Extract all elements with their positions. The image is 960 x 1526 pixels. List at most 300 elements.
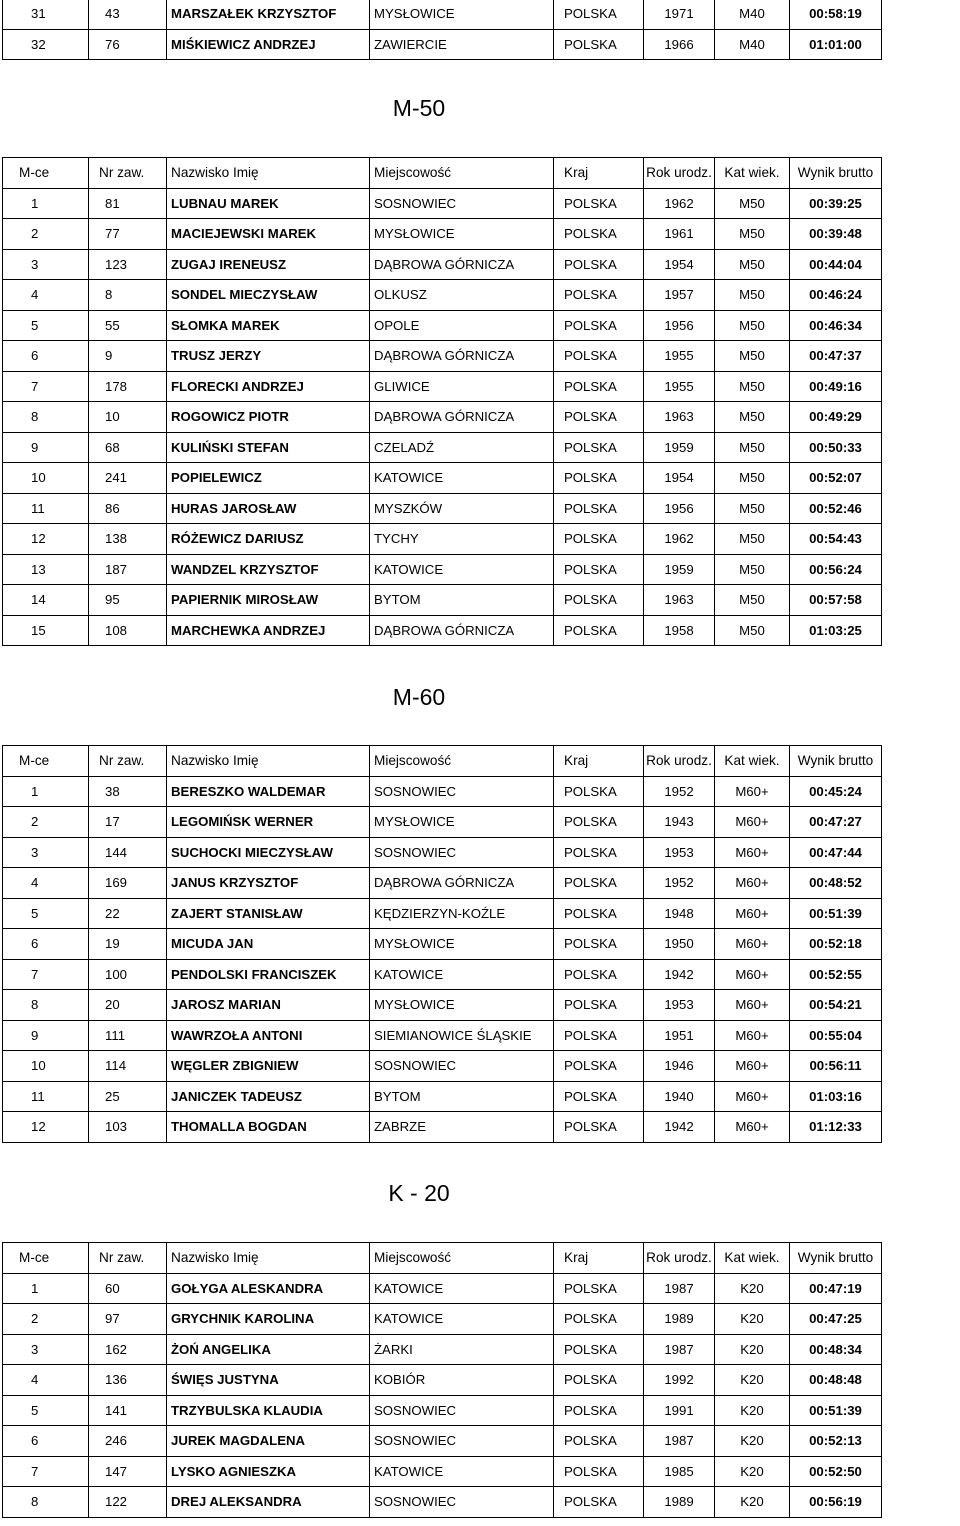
cell-country: POLSKA: [554, 585, 644, 616]
table-row: [3, 463, 882, 494]
table-row: [3, 776, 882, 807]
cell-place: 9: [3, 432, 89, 463]
cell-country: POLSKA: [554, 990, 644, 1021]
cell-athlete-name: HURAS JAROSŁAW: [167, 493, 370, 524]
header-gross-result: Wynik brutto: [790, 158, 882, 189]
cell-gross-result: 00:55:04: [790, 1020, 882, 1051]
cell-gross-result: 01:12:33: [790, 1112, 882, 1143]
cell-city: BYTOM: [370, 585, 554, 616]
cell-place: 13: [3, 554, 89, 585]
table-row: [3, 1456, 882, 1487]
cell-bib-number: 141: [89, 1395, 167, 1426]
cell-birth-year: 1963: [644, 585, 715, 616]
cell-country: POLSKA: [554, 1365, 644, 1396]
cell-place: 12: [3, 1112, 89, 1143]
cell-birth-year: 1987: [644, 1426, 715, 1457]
cell-place: 32: [3, 29, 89, 60]
cell-birth-year: 1954: [644, 463, 715, 494]
cell-place: 4: [3, 1365, 89, 1396]
cell-bib-number: 22: [89, 898, 167, 929]
cell-birth-year: 1948: [644, 898, 715, 929]
cell-place: 4: [3, 280, 89, 311]
cell-city: KATOWICE: [370, 1273, 554, 1304]
cell-gross-result: 00:52:50: [790, 1456, 882, 1487]
m50-category-title: M-50: [392, 95, 446, 121]
cell-birth-year: 1961: [644, 219, 715, 250]
table-row: [3, 1395, 882, 1426]
cell-age-category: M60+: [715, 776, 790, 807]
table-row: [3, 1365, 882, 1396]
cell-place: 4: [3, 868, 89, 899]
cell-place: 11: [3, 493, 89, 524]
cell-age-category: M50: [715, 310, 790, 341]
cell-athlete-name: MARCHEWKA ANDRZEJ: [167, 615, 370, 646]
cell-city: SOSNOWIEC: [370, 837, 554, 868]
cell-country: POLSKA: [554, 898, 644, 929]
cell-country: POLSKA: [554, 402, 644, 433]
cell-bib-number: 138: [89, 524, 167, 555]
m60-category-title: M-60: [392, 684, 446, 710]
cell-country: POLSKA: [554, 1112, 644, 1143]
cell-birth-year: 1971: [644, 0, 715, 29]
cell-athlete-name: JUREK MAGDALENA: [167, 1426, 370, 1457]
cell-country: POLSKA: [554, 1395, 644, 1426]
cell-city: GLIWICE: [370, 371, 554, 402]
header-gross-result: Wynik brutto: [790, 1243, 882, 1274]
cell-gross-result: 00:45:24: [790, 776, 882, 807]
header-country: Kraj: [554, 158, 644, 189]
cell-country: POLSKA: [554, 219, 644, 250]
cell-gross-result: 00:47:25: [790, 1304, 882, 1335]
cell-birth-year: 1940: [644, 1081, 715, 1112]
cell-bib-number: 108: [89, 615, 167, 646]
table-row: [3, 1426, 882, 1457]
table-row: [3, 837, 882, 868]
cell-gross-result: 00:51:39: [790, 1395, 882, 1426]
cell-age-category: K20: [715, 1365, 790, 1396]
cell-city: KOBIÓR: [370, 1365, 554, 1396]
cell-city: OPOLE: [370, 310, 554, 341]
table-row: [3, 1334, 882, 1365]
cell-city: KATOWICE: [370, 1304, 554, 1335]
cell-birth-year: 1952: [644, 776, 715, 807]
cell-birth-year: 1950: [644, 929, 715, 960]
cell-city: SOSNOWIEC: [370, 1395, 554, 1426]
cell-athlete-name: LYSKO AGNIESZKA: [167, 1456, 370, 1487]
cell-city: MYSŁOWICE: [370, 219, 554, 250]
cell-age-category: M50: [715, 219, 790, 250]
cell-athlete-name: JANICZEK TADEUSZ: [167, 1081, 370, 1112]
cell-city: MYSŁOWICE: [370, 990, 554, 1021]
cell-country: POLSKA: [554, 959, 644, 990]
cell-age-category: K20: [715, 1334, 790, 1365]
header-bib-number: Nr zaw.: [89, 746, 167, 777]
cell-bib-number: 123: [89, 249, 167, 280]
cell-birth-year: 1946: [644, 1051, 715, 1082]
cell-athlete-name: MICUDA JAN: [167, 929, 370, 960]
cell-bib-number: 43: [89, 0, 167, 29]
cell-place: 1: [3, 1273, 89, 1304]
cell-birth-year: 1957: [644, 280, 715, 311]
cell-bib-number: 103: [89, 1112, 167, 1143]
cell-birth-year: 1966: [644, 29, 715, 60]
cell-athlete-name: SONDEL MIECZYSŁAW: [167, 280, 370, 311]
cell-athlete-name: WANDZEL KRZYSZTOF: [167, 554, 370, 585]
cell-bib-number: 111: [89, 1020, 167, 1051]
cell-athlete-name: GRYCHNIK KAROLINA: [167, 1304, 370, 1335]
cell-gross-result: 00:48:34: [790, 1334, 882, 1365]
cell-country: POLSKA: [554, 868, 644, 899]
cell-gross-result: 00:39:48: [790, 219, 882, 250]
cell-age-category: M40: [715, 29, 790, 60]
cell-place: 1: [3, 188, 89, 219]
cell-age-category: M60+: [715, 868, 790, 899]
cell-country: POLSKA: [554, 310, 644, 341]
table-row: [3, 868, 882, 899]
cell-place: 5: [3, 1395, 89, 1426]
cell-gross-result: 01:03:25: [790, 615, 882, 646]
cell-bib-number: 55: [89, 310, 167, 341]
cell-country: POLSKA: [554, 0, 644, 29]
cell-athlete-name: JANUS KRZYSZTOF: [167, 868, 370, 899]
cell-city: DĄBROWA GÓRNICZA: [370, 341, 554, 372]
cell-place: 8: [3, 990, 89, 1021]
cell-age-category: M60+: [715, 1020, 790, 1051]
cell-gross-result: 00:51:39: [790, 898, 882, 929]
cell-place: 15: [3, 615, 89, 646]
table-row: [3, 280, 882, 311]
cell-athlete-name: JAROSZ MARIAN: [167, 990, 370, 1021]
cell-birth-year: 1959: [644, 554, 715, 585]
header-city: Miejscowość: [370, 158, 554, 189]
k20-results-table: [2, 1242, 882, 1518]
cell-athlete-name: ROGOWICZ PIOTR: [167, 402, 370, 433]
cell-city: DĄBROWA GÓRNICZA: [370, 615, 554, 646]
cell-gross-result: 00:54:43: [790, 524, 882, 555]
cell-city: DĄBROWA GÓRNICZA: [370, 402, 554, 433]
cell-athlete-name: FLORECKI ANDRZEJ: [167, 371, 370, 402]
cell-place: 11: [3, 1081, 89, 1112]
cell-age-category: M60+: [715, 837, 790, 868]
cell-country: POLSKA: [554, 1020, 644, 1051]
header-country: Kraj: [554, 746, 644, 777]
cell-age-category: K20: [715, 1456, 790, 1487]
header-place: M-ce: [3, 1243, 89, 1274]
cell-place: 3: [3, 249, 89, 280]
cell-bib-number: 178: [89, 371, 167, 402]
cell-birth-year: 1954: [644, 249, 715, 280]
cell-age-category: M50: [715, 524, 790, 555]
cell-birth-year: 1962: [644, 524, 715, 555]
table-row: [3, 585, 882, 616]
table-row: [3, 554, 882, 585]
cell-athlete-name: ŻOŃ ANGELIKA: [167, 1334, 370, 1365]
cell-place: 7: [3, 1456, 89, 1487]
cell-athlete-name: BERESZKO WALDEMAR: [167, 776, 370, 807]
cell-place: 2: [3, 807, 89, 838]
header-age-category: Kat wiek.: [715, 158, 790, 189]
cell-country: POLSKA: [554, 554, 644, 585]
cell-city: KATOWICE: [370, 463, 554, 494]
cell-athlete-name: PAPIERNIK MIROSŁAW: [167, 585, 370, 616]
cell-country: POLSKA: [554, 929, 644, 960]
cell-city: SOSNOWIEC: [370, 776, 554, 807]
cell-athlete-name: RÓŻEWICZ DARIUSZ: [167, 524, 370, 555]
cell-age-category: M50: [715, 463, 790, 494]
cell-bib-number: 114: [89, 1051, 167, 1082]
cell-country: POLSKA: [554, 837, 644, 868]
cell-athlete-name: ZAJERT STANISŁAW: [167, 898, 370, 929]
cell-age-category: K20: [715, 1304, 790, 1335]
cell-athlete-name: KULIŃSKI STEFAN: [167, 432, 370, 463]
cell-bib-number: 8: [89, 280, 167, 311]
table-row: [3, 1112, 882, 1143]
cell-bib-number: 86: [89, 493, 167, 524]
cell-birth-year: 1956: [644, 310, 715, 341]
cell-age-category: K20: [715, 1426, 790, 1457]
header-gross-result: Wynik brutto: [790, 746, 882, 777]
cell-country: POLSKA: [554, 1426, 644, 1457]
cell-athlete-name: LEGOMIŃSK WERNER: [167, 807, 370, 838]
cell-athlete-name: GOŁYGA ALESKANDRA: [167, 1273, 370, 1304]
cell-age-category: M50: [715, 554, 790, 585]
cell-age-category: M60+: [715, 1081, 790, 1112]
header-bib-number: Nr zaw.: [89, 158, 167, 189]
header-birth-year: Rok urodz.: [644, 746, 715, 777]
cell-place: 6: [3, 1426, 89, 1457]
table-row: [3, 371, 882, 402]
cell-place: 2: [3, 1304, 89, 1335]
cell-gross-result: 00:56:19: [790, 1487, 882, 1518]
cell-gross-result: 00:48:52: [790, 868, 882, 899]
table-row: [3, 29, 882, 60]
cell-gross-result: 00:47:37: [790, 341, 882, 372]
cell-bib-number: 95: [89, 585, 167, 616]
cell-city: DĄBROWA GÓRNICZA: [370, 868, 554, 899]
cell-country: POLSKA: [554, 493, 644, 524]
cell-country: POLSKA: [554, 341, 644, 372]
cell-country: POLSKA: [554, 29, 644, 60]
header-athlete-name: Nazwisko Imię: [167, 158, 370, 189]
table-row: [3, 1304, 882, 1335]
cell-birth-year: 1943: [644, 807, 715, 838]
table-row: [3, 1081, 882, 1112]
cell-place: 7: [3, 959, 89, 990]
cell-country: POLSKA: [554, 524, 644, 555]
cell-gross-result: 00:52:55: [790, 959, 882, 990]
cell-bib-number: 169: [89, 868, 167, 899]
table-header-row: [3, 746, 882, 777]
table-row: [3, 188, 882, 219]
cell-bib-number: 144: [89, 837, 167, 868]
cell-city: SOSNOWIEC: [370, 1051, 554, 1082]
cell-athlete-name: WAWRZOŁA ANTONI: [167, 1020, 370, 1051]
cell-birth-year: 1962: [644, 188, 715, 219]
cell-bib-number: 136: [89, 1365, 167, 1396]
cell-place: 12: [3, 524, 89, 555]
header-city: Miejscowość: [370, 746, 554, 777]
cell-age-category: M50: [715, 585, 790, 616]
cell-age-category: M50: [715, 432, 790, 463]
header-age-category: Kat wiek.: [715, 746, 790, 777]
cell-bib-number: 241: [89, 463, 167, 494]
cell-country: POLSKA: [554, 807, 644, 838]
m60-results-table: [2, 745, 882, 1143]
cell-bib-number: 25: [89, 1081, 167, 1112]
cell-athlete-name: POPIELEWICZ: [167, 463, 370, 494]
cell-country: POLSKA: [554, 371, 644, 402]
cell-bib-number: 76: [89, 29, 167, 60]
cell-athlete-name: SUCHOCKI MIECZYSŁAW: [167, 837, 370, 868]
cell-gross-result: 00:52:18: [790, 929, 882, 960]
cell-age-category: K20: [715, 1487, 790, 1518]
cell-gross-result: 00:56:11: [790, 1051, 882, 1082]
cell-gross-result: 00:57:58: [790, 585, 882, 616]
cell-city: ŻARKI: [370, 1334, 554, 1365]
cell-gross-result: 00:47:27: [790, 807, 882, 838]
cell-place: 31: [3, 0, 89, 29]
cell-birth-year: 1951: [644, 1020, 715, 1051]
header-athlete-name: Nazwisko Imię: [167, 746, 370, 777]
cell-gross-result: 00:47:44: [790, 837, 882, 868]
cell-bib-number: 147: [89, 1456, 167, 1487]
cell-country: POLSKA: [554, 1051, 644, 1082]
cell-gross-result: 00:50:33: [790, 432, 882, 463]
cell-country: POLSKA: [554, 280, 644, 311]
cell-age-category: M60+: [715, 807, 790, 838]
cell-city: KATOWICE: [370, 554, 554, 585]
cell-gross-result: 00:56:24: [790, 554, 882, 585]
cell-athlete-name: MIŚKIEWICZ ANDRZEJ: [167, 29, 370, 60]
cell-city: ZAWIERCIE: [370, 29, 554, 60]
cell-place: 3: [3, 837, 89, 868]
cell-country: POLSKA: [554, 1334, 644, 1365]
cell-country: POLSKA: [554, 1456, 644, 1487]
cell-bib-number: 9: [89, 341, 167, 372]
cell-place: 6: [3, 929, 89, 960]
table-row: [3, 310, 882, 341]
cell-place: 10: [3, 463, 89, 494]
table-row: [3, 898, 882, 929]
table-row: [3, 1020, 882, 1051]
cell-age-category: M60+: [715, 990, 790, 1021]
cell-athlete-name: DREJ ALEKSANDRA: [167, 1487, 370, 1518]
cell-age-category: M60+: [715, 1051, 790, 1082]
table-header-row: [3, 1243, 882, 1274]
cell-bib-number: 60: [89, 1273, 167, 1304]
cell-bib-number: 19: [89, 929, 167, 960]
cell-gross-result: 00:54:21: [790, 990, 882, 1021]
cell-gross-result: 00:47:19: [790, 1273, 882, 1304]
cell-gross-result: 00:39:25: [790, 188, 882, 219]
cell-athlete-name: MARSZAŁEK KRZYSZTOF: [167, 0, 370, 29]
cell-athlete-name: THOMALLA BOGDAN: [167, 1112, 370, 1143]
cell-gross-result: 00:52:13: [790, 1426, 882, 1457]
cell-birth-year: 1956: [644, 493, 715, 524]
header-place: M-ce: [3, 158, 89, 189]
cell-bib-number: 20: [89, 990, 167, 1021]
cell-birth-year: 1991: [644, 1395, 715, 1426]
table-row: [3, 990, 882, 1021]
cell-place: 2: [3, 219, 89, 250]
cell-age-category: M50: [715, 615, 790, 646]
cell-athlete-name: ŚWIĘS JUSTYNA: [167, 1365, 370, 1396]
cell-city: SOSNOWIEC: [370, 1426, 554, 1457]
cell-athlete-name: WĘGLER ZBIGNIEW: [167, 1051, 370, 1082]
cell-age-category: M60+: [715, 959, 790, 990]
cell-bib-number: 246: [89, 1426, 167, 1457]
cell-age-category: M60+: [715, 898, 790, 929]
cell-birth-year: 1952: [644, 868, 715, 899]
cell-athlete-name: PENDOLSKI FRANCISZEK: [167, 959, 370, 990]
cell-athlete-name: TRUSZ JERZY: [167, 341, 370, 372]
table-row: [3, 524, 882, 555]
cell-athlete-name: TRZYBULSKA KLAUDIA: [167, 1395, 370, 1426]
cell-bib-number: 81: [89, 188, 167, 219]
cell-gross-result: 00:49:29: [790, 402, 882, 433]
table-row: [3, 432, 882, 463]
cell-place: 6: [3, 341, 89, 372]
cell-country: POLSKA: [554, 1304, 644, 1335]
cell-birth-year: 1953: [644, 837, 715, 868]
cell-gross-result: 00:46:34: [790, 310, 882, 341]
cell-place: 14: [3, 585, 89, 616]
table-row: [3, 219, 882, 250]
cell-birth-year: 1963: [644, 402, 715, 433]
header-birth-year: Rok urodz.: [644, 1243, 715, 1274]
cell-city: ZABRZE: [370, 1112, 554, 1143]
cell-gross-result: 00:46:24: [790, 280, 882, 311]
cell-city: SOSNOWIEC: [370, 188, 554, 219]
table-row: [3, 959, 882, 990]
cell-age-category: M50: [715, 402, 790, 433]
cell-age-category: M50: [715, 341, 790, 372]
cell-birth-year: 1987: [644, 1334, 715, 1365]
cell-age-category: M50: [715, 249, 790, 280]
cell-country: POLSKA: [554, 249, 644, 280]
table-row: [3, 615, 882, 646]
cell-city: CZELADŹ: [370, 432, 554, 463]
cell-gross-result: 00:48:48: [790, 1365, 882, 1396]
cell-country: POLSKA: [554, 615, 644, 646]
cell-city: KATOWICE: [370, 1456, 554, 1487]
cell-bib-number: 162: [89, 1334, 167, 1365]
cell-city: SOSNOWIEC: [370, 1487, 554, 1518]
cell-bib-number: 97: [89, 1304, 167, 1335]
cell-birth-year: 1955: [644, 341, 715, 372]
cell-country: POLSKA: [554, 1081, 644, 1112]
cell-city: KATOWICE: [370, 959, 554, 990]
cell-place: 3: [3, 1334, 89, 1365]
header-city: Miejscowość: [370, 1243, 554, 1274]
cell-bib-number: 68: [89, 432, 167, 463]
cell-city: DĄBROWA GÓRNICZA: [370, 249, 554, 280]
cell-birth-year: 1958: [644, 615, 715, 646]
cell-bib-number: 187: [89, 554, 167, 585]
table-row: [3, 1487, 882, 1518]
cell-place: 1: [3, 776, 89, 807]
m50-results-table: [2, 157, 882, 646]
cell-athlete-name: ZUGAJ IRENEUSZ: [167, 249, 370, 280]
cell-gross-result: 00:58:19: [790, 0, 882, 29]
cell-gross-result: 01:03:16: [790, 1081, 882, 1112]
m40-results-table: [2, 0, 882, 60]
cell-country: POLSKA: [554, 776, 644, 807]
cell-city: MYSZKÓW: [370, 493, 554, 524]
cell-age-category: M50: [715, 371, 790, 402]
cell-place: 8: [3, 402, 89, 433]
cell-age-category: M40: [715, 0, 790, 29]
